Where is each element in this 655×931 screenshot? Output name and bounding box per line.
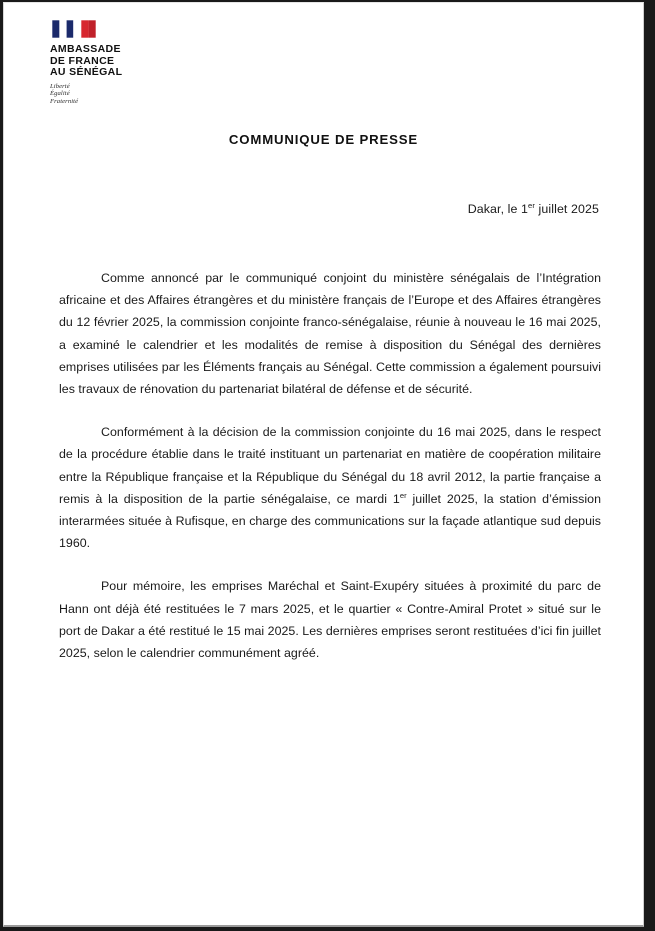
french-flag-marianne-icon xyxy=(52,20,96,38)
document-body xyxy=(59,267,601,664)
dateline-ordinal-suffix: er xyxy=(528,200,535,210)
paragraph-3 xyxy=(59,575,601,664)
letterhead xyxy=(50,20,230,106)
motto-line-fraternite: Fraternité xyxy=(50,97,79,105)
paragraph-1-text: Comme annoncé par le communiqué conjoint du ministère sénégalais de l’Intégration africaine et des Affaires étrangères et du ministère français de l’Europe et des Affaires étrangères du 12 février 2025, la commission conjointe franco-sénégalaise, réunie à nouveau le 16 mai 2025, a examiné le calendrier et les modalités de remise à disposition du Sénégal des dernières emprises utilisées par les Éléments français au Sénégal. Cette commission a également poursuivi les travaux de rénovation du partenariat bilatéral de défense et de sécurité. xyxy=(59,271,601,397)
page-title: COMMUNIQUE DE PRESSE xyxy=(228,132,419,147)
republic-motto xyxy=(50,83,230,106)
motto-line-egalite: Égalité xyxy=(50,90,70,98)
paragraph-2 xyxy=(59,421,601,554)
motto-line-liberte: Liberté xyxy=(50,82,70,90)
dateline-rest: juillet 2025 xyxy=(535,202,599,216)
embassy-name-line-2: DE FRANCE xyxy=(50,54,115,67)
dateline xyxy=(468,202,599,216)
paragraph-3-text: Pour mémoire, les emprises Maréchal et Saint-Exupéry situées à proximité du parc de Hann ont déjà été restituées le 7 mars 2025, et le quartier « Contre-Amiral Protet » situé sur le port de Dakar a été restitué le 15 mai 2025. Les dernières emprises seront restituées d’ici fin juillet 2025, selon le calendrier communément agréé. xyxy=(59,579,601,661)
paragraph-2-text-part-1: Conformément à la décision de la commission conjointe du 16 mai 2025, dans le respect de la procédure établie dans le traité instituant un partenariat en matière de coopération militaire entre la République française et la République du Sénégal du 18 avril 2012, la partie française a remis à la disposition de la partie sénégalaise, ce mardi 1 xyxy=(59,425,601,506)
dateline-prefix: Dakar, le 1 xyxy=(467,202,529,216)
embassy-name-line-3: AU SÉNÉGAL xyxy=(50,66,123,79)
paragraph-2-ordinal-suffix: er xyxy=(399,490,407,500)
paragraph-1 xyxy=(59,267,601,400)
embassy-name xyxy=(50,44,230,79)
embassy-name-line-1: AMBASSADE xyxy=(50,43,121,55)
document-page xyxy=(3,2,644,927)
paragraph-2-text-part-2: juillet 2025, la station d’émission interarmées située à Rufisque, en charge des communications sur la façade atlantique sud depuis 1960. xyxy=(59,491,601,551)
